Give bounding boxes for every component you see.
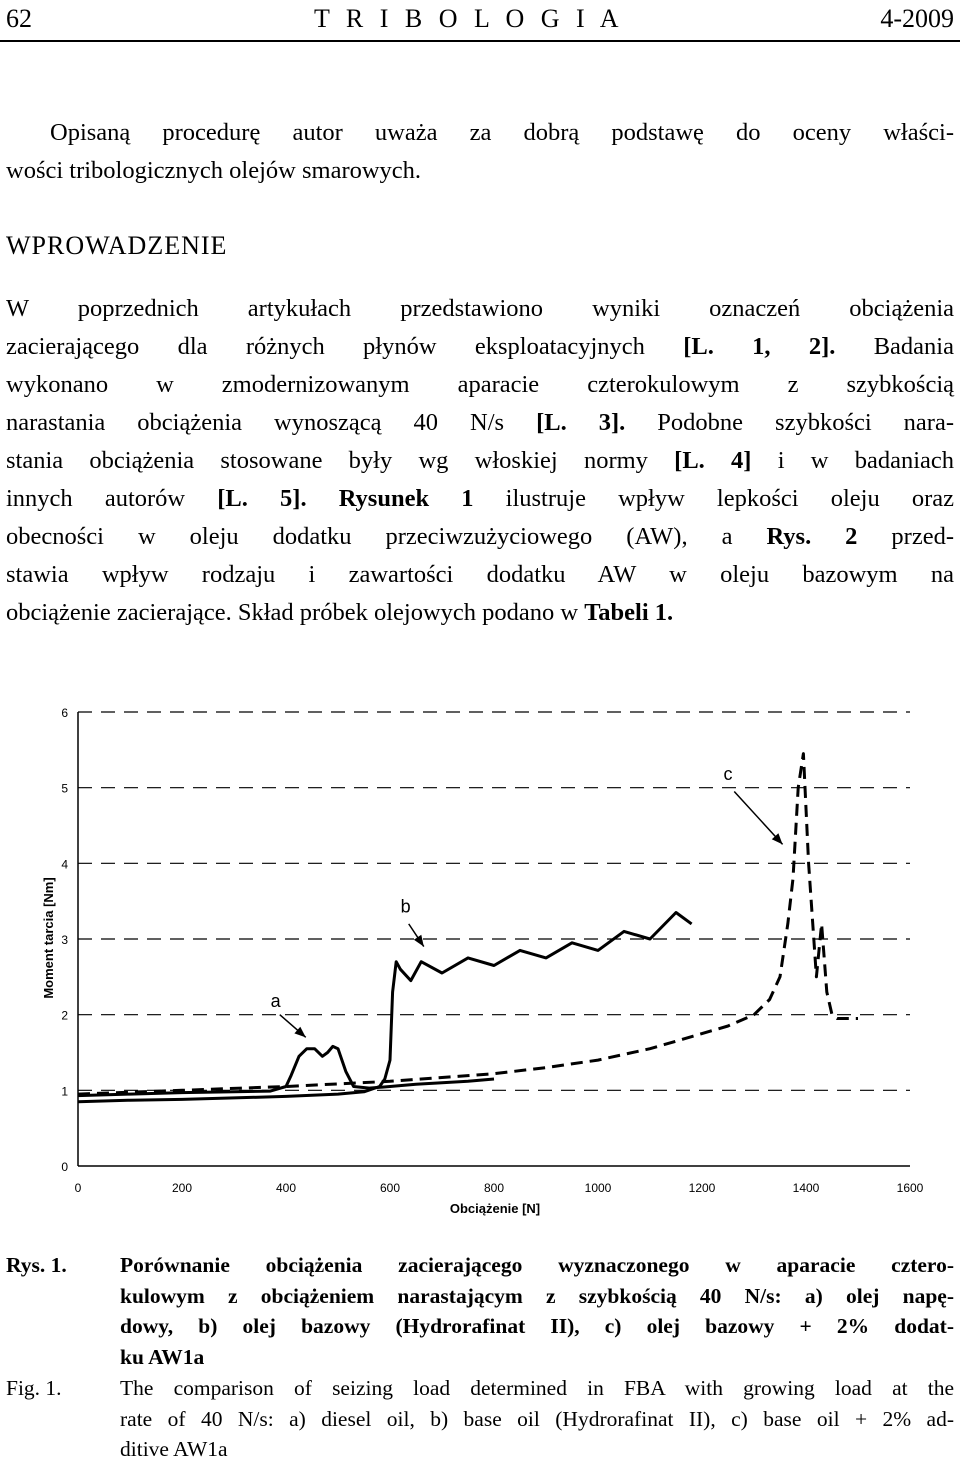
figure-reference: Rys. 2 [766, 523, 858, 550]
chart-grid [78, 712, 910, 1090]
annotation-arrowhead-b [414, 935, 424, 947]
text-line: Opisaną procedurę autor uważa za dobrą podstawę do oceny właści- [50, 119, 954, 146]
x-axis-label: Obciążenie [N] [449, 1201, 541, 1216]
x-tick-label: 400 [275, 1181, 297, 1195]
caption-label-pl: Rys. 1. [6, 1253, 67, 1277]
friction-chart [0, 700, 960, 1240]
chart-ticks [61, 706, 923, 1195]
caption-line: The comparison of seizing load determined in FBA with growing load at the [120, 1376, 954, 1400]
series-line-b [78, 913, 692, 1102]
text-line: wykonano w zmodernizowanym aparacie czterokulowym z szybkością [6, 371, 954, 398]
caption-line: Porównanie obciążenia zacierającego wyznaczonego w aparacie cztero- [120, 1253, 954, 1277]
series-line-a [78, 1046, 494, 1095]
text-line: innych autorów [L. 5]. Rysunek 1 ilustruje wpływ lepkości oleju oraz [6, 485, 955, 512]
caption-line: rate of 40 N/s: a) diesel oil, b) base oil (Hydrorafinat II), c) base oil + 2% ad- [120, 1406, 954, 1431]
reference: [L. 5]. [217, 485, 307, 512]
caption-line: dowy, b) olej bazowy (Hydrorafinat II), c) olej bazowy + 2% dodat- [120, 1314, 954, 1338]
caption-text-pl [120, 1250, 954, 1372]
chart-series [78, 754, 858, 1102]
x-tick-label: 200 [171, 1181, 193, 1195]
y-tick-label: 4 [61, 857, 68, 872]
intro-paragraph [6, 114, 954, 190]
text-line: obecności w oleju dodatku przeciwzużyciowego (AW), a Rys. 2 przed- [6, 523, 954, 550]
text-line: narastania obciążenia wynoszącą 40 N/s [L. 3]. Podobne szybkości nara- [6, 409, 954, 436]
y-tick-label: 1 [61, 1084, 68, 1099]
y-tick-label: 6 [61, 706, 68, 720]
text-line: stania obciążenia stosowane były wg włoskiej normy [L. 4] i w badaniach [6, 447, 954, 474]
issue-number: 4-2009 [880, 4, 954, 33]
x-tick-label: 600 [379, 1181, 401, 1195]
y-tick-label: 5 [61, 781, 68, 796]
text-line: zacierającego dla różnych płynów eksploatacyjnych [L. 1, 2]. Badania [6, 333, 954, 360]
x-tick-label: 1400 [792, 1181, 820, 1195]
caption-line: kulowym z obciążeniem narastającym z szybkością 40 N/s: a) olej napę- [120, 1283, 954, 1308]
chart-annotations [271, 764, 783, 1037]
journal-title: T R I B O L O G I A [314, 4, 624, 33]
x-tick-label: 800 [483, 1181, 505, 1195]
reference: [L. 1, 2]. [683, 333, 836, 360]
header-rule [0, 40, 960, 42]
y-tick-label: 3 [61, 933, 68, 947]
caption-label-en: Fig. 1. [6, 1376, 62, 1400]
x-tick-label: 1200 [688, 1181, 716, 1195]
caption-line: ditive AW1a [120, 1437, 228, 1461]
annotation-label-c: c [723, 764, 733, 785]
y-axis-label: Moment tarcia [Nm] [41, 877, 56, 999]
reference: [L. 3]. [536, 409, 626, 436]
text-line: W poprzednich artykułach przedstawiono wyniki oznaczeń obciążenia [6, 295, 954, 322]
text-line: obciążenie zacierające. Skład próbek olejowych podano w Tabeli 1. [6, 599, 674, 626]
x-tick-label: 0 [74, 1181, 82, 1195]
page-number: 62 [6, 4, 32, 33]
caption-line: ku AW1a [120, 1344, 205, 1369]
text-line: wości tribologicznych olejów smarowych. [6, 157, 422, 184]
x-tick-label: 1000 [584, 1181, 612, 1195]
caption-text-en [120, 1373, 954, 1465]
y-tick-label: 2 [61, 1008, 68, 1023]
x-tick-label: 1600 [896, 1181, 924, 1195]
reference: [L. 4] [674, 447, 752, 474]
table-reference: Tabeli 1. [584, 599, 674, 626]
figure-reference: Rysunek 1 [306, 485, 474, 512]
y-tick-label: 0 [61, 1160, 68, 1174]
annotation-label-b: b [400, 896, 411, 917]
annotation-label-a: a [270, 991, 281, 1012]
text-line: stawia wpływ rodzaju i zawartości dodatku AW w oleju bazowym na [6, 561, 954, 588]
section-heading: WPROWADZENIE [6, 231, 228, 260]
series-line-c [78, 754, 858, 1095]
page-header [0, 0, 960, 40]
body-paragraph [6, 290, 954, 632]
